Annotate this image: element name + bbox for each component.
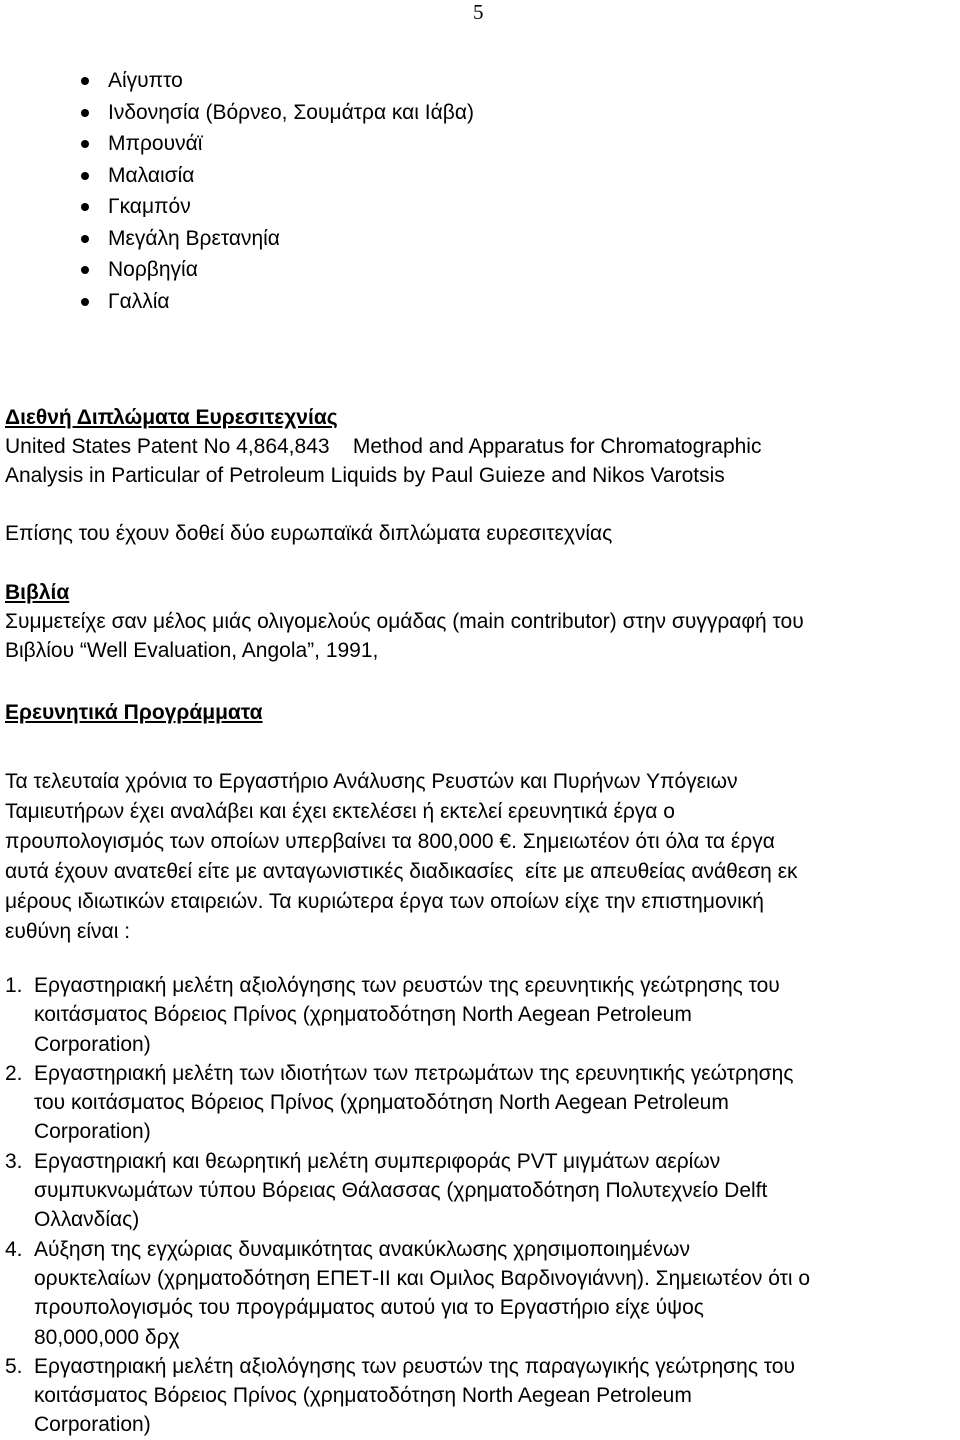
patents-heading: Διεθνή Διπλώματα Ευρεσιτεχνίας (5, 406, 338, 429)
project-line: 80,000,000 δρχ (34, 1325, 180, 1349)
books-section (5, 578, 957, 665)
project-line: συμπυκνωμάτων τύπου Βόρειας Θάλασσας (χρηματοδότηση Πολυτεχνείο Delft (34, 1179, 768, 1203)
patents-section (5, 403, 957, 490)
project-line: Corporation) (34, 1413, 151, 1437)
list-item: Μαλαισία (0, 160, 474, 192)
project-line: Ολλανδίας) (34, 1208, 140, 1232)
projects-list (0, 971, 960, 1440)
project-item (0, 1235, 960, 1352)
item-number: 2. (5, 1061, 23, 1085)
project-line: Εργαστηριακή μελέτη αξιολόγησης των ρευστών της ερευνητικής γεώτρησης του (34, 974, 780, 997)
countries-list (0, 65, 474, 317)
books-line: Βιβλίου “Well Evaluation, Angola”, 1991, (5, 639, 379, 662)
list-item: Αίγυπτο (0, 65, 474, 97)
project-line: κοιτάσματος Βόρειος Πρίνος (χρηματοδότηση North Aegean Petroleum (34, 1003, 692, 1027)
project-line: Εργαστηριακή μελέτη αξιολόγησης των ρευστών της παραγωγικής γεώτρησης του (34, 1354, 795, 1378)
project-line: του κοιτάσματος Βόρειος Πρίνος (χρηματοδότηση North Aegean Petroleum (34, 1091, 729, 1115)
list-item: Μπρουνάϊ (0, 128, 474, 160)
page-number: 5 (473, 0, 484, 24)
item-number: 4. (5, 1237, 23, 1261)
paragraph-line: προυπολογισμός των οποίων υπερβαίνει τα 800,000 €. Σημειωτέον ότι όλα τα έργα (5, 830, 775, 853)
item-number: 5. (5, 1354, 23, 1378)
books-line: Συμμετείχε σαν μέλος μιάς ολιγομελούς ομάδας (main contributor) στην συγγραφή του (5, 610, 804, 633)
project-item (0, 1352, 960, 1440)
patent-line: Analysis in Particular of Petroleum Liquids by Paul Guieze and Nikos Varotsis (5, 464, 725, 487)
list-item: Γαλλία (0, 286, 474, 318)
list-item: Μεγάλη Βρετανηία (0, 223, 474, 255)
paragraph-line: Ταμιευτήρων έχει αναλάβει και έχει εκτελέσει ή εκτελεί ερευνητικά έργα ο (5, 800, 675, 823)
paragraph-line: αυτά έχουν ανατεθεί είτε με ανταγωνιστικές διαδικασίες είτε με απευθείας ανάθεση εκ (5, 860, 798, 883)
project-item (0, 1147, 960, 1235)
research-paragraph (5, 767, 957, 947)
list-item: Γκαμπόν (0, 191, 474, 223)
project-item (0, 971, 960, 1059)
project-line: Corporation) (34, 1032, 151, 1056)
project-line: Αύξηση της εγχώριας δυναμικότητας ανακύκλωσης χρησιμοποιημένων (34, 1237, 690, 1261)
project-line: Εργαστηριακή μελέτη των ιδιοτήτων των πετρωμάτων της ερευνητικής γεώτρησης (34, 1061, 794, 1085)
books-heading: Βιβλία (5, 581, 70, 604)
project-item (0, 1059, 960, 1147)
research-heading: Ερευνητικά Προγράμματα (5, 701, 263, 724)
paragraph-line: μέρους ιδιωτικών εταιρειών. Τα κυριώτερα έργα των οποίων είχε την επιστημονική (5, 890, 764, 913)
project-line: Εργαστηριακή και θεωρητική μελέτη συμπεριφοράς PVT μιγμάτων αερίων (34, 1149, 721, 1173)
list-item: Ινδονησία (Βόρνεο, Σουμάτρα και Ιάβα) (0, 97, 474, 129)
project-line: κοιτάσματος Βόρειος Πρίνος (χρηματοδότηση North Aegean Petroleum (34, 1384, 692, 1408)
project-line: Corporation) (34, 1120, 151, 1144)
item-number: 1. (5, 974, 23, 997)
european-patents: Επίσης του έχουν δοθεί δύο ευρωπαϊκά διπλώματα ευρεσιτεχνίας (5, 522, 613, 545)
patent-line: United States Patent No 4,864,843 Method and Apparatus for Chromatographic (5, 435, 762, 458)
list-item: Νορβηγία (0, 254, 474, 286)
paragraph-line: ευθύνη είναι : (5, 920, 131, 943)
item-number: 3. (5, 1149, 23, 1173)
project-line: προυπολογισμός του προγράμματος αυτού για το Εργαστήριο είχε ύψος (34, 1296, 704, 1320)
project-line: ορυκτελαίων (χρηματοδότηση ΕΠΕΤ-ΙΙ και Ομιλος Βαρδινογιάννη). Σημειωτέον ότι ο (34, 1266, 811, 1290)
paragraph-line: Τα τελευταία χρόνια το Εργαστήριο Ανάλυσης Ρευστών και Πυρήνων Υπόγειων (5, 770, 738, 793)
